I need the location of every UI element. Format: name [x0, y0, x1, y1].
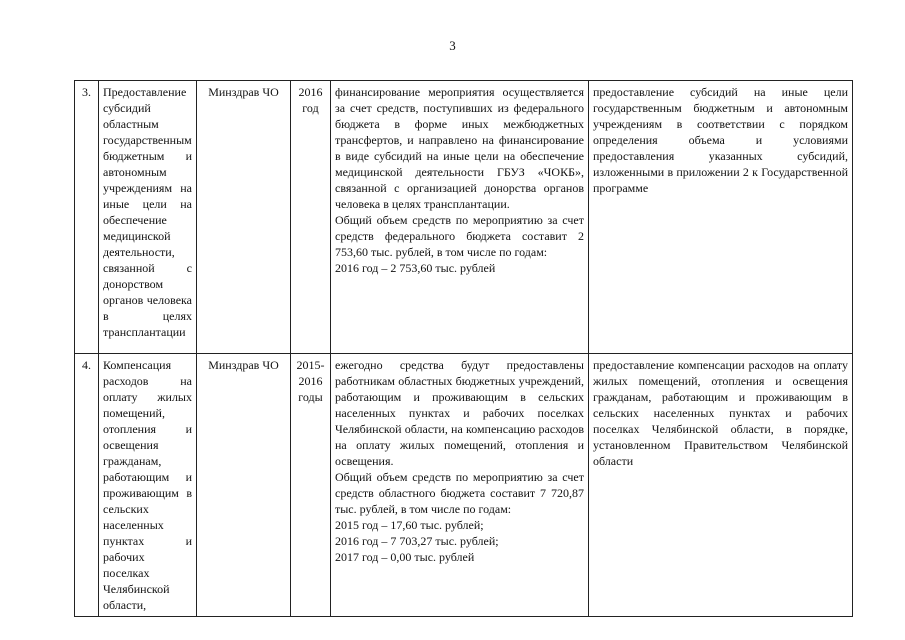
row-number: 3. — [75, 81, 99, 354]
measure-name: Компенсация расходов на оплату жилых помещений, отопления и освещения гражданам, работающим и проживающим в сельских населенных пунктах и рабочих поселках Челябинской области, — [99, 354, 197, 617]
financing-paragraph: 2017 год – 0,00 тыс. рублей — [335, 550, 475, 564]
mechanism-description: предоставление компенсации расходов на оплату жилых помещений, отопления и освещения гражданам, работающим и проживающим в сельских населенных пунктах и рабочих поселках Челябинской области, в порядке, установленном Правительством Челябинской области — [589, 354, 853, 617]
measures-table — [74, 80, 853, 617]
financing-paragraph: 2016 год – 7 703,27 тыс. рублей; — [335, 534, 499, 548]
measure-name: Предоставление субсидий областным государственным бюджетным и автономным учреждениям на иные цели на обеспечение медицинской деятельности, связанной с донорством органов человека в целях трансплантации — [99, 81, 197, 354]
financing-description — [331, 354, 589, 617]
financing-description — [331, 81, 589, 354]
financing-paragraph: Общий объем средств по мероприятию за счет средств областного бюджета составит 7 720,87 тыс. рублей, в том числе по годам: — [335, 470, 584, 516]
period: 2016 год — [291, 81, 331, 354]
financing-paragraph: Общий объем средств по мероприятию за счет средств федерального бюджета составит 2 753,60 тыс. рублей, в том числе по годам: — [335, 213, 584, 259]
row-number: 4. — [75, 354, 99, 617]
period: 2015-2016 годы — [291, 354, 331, 617]
table-row — [75, 81, 853, 354]
executor: Минздрав ЧО — [197, 354, 291, 617]
mechanism-description: предоставление субсидий на иные цели государственным бюджетным и автономным учреждениям в соответствии с порядком определения объема и условиями предоставления указанных субсидий, изложенными в приложении 2 к Государственной программе — [589, 81, 853, 354]
table-row — [75, 354, 853, 617]
financing-paragraph: 2015 год – 17,60 тыс. рублей; — [335, 518, 484, 532]
page-number: 3 — [449, 38, 456, 53]
financing-paragraph: финансирование мероприятия осуществляется за счет средств, поступивших из федерального бюджета в форме иных межбюджетных трансфертов, и направлено на финансирование в виде субсидий на иные цели на обеспечение медицинской деятельности ГБУЗ «ЧОКБ», связанной с организацией донорства органов человека в целях трансплантации. — [335, 85, 584, 211]
financing-paragraph: 2016 год – 2 753,60 тыс. рублей — [335, 261, 496, 275]
financing-paragraph: ежегодно средства будут предоставлены работникам областных бюджетных учреждений, работающим и проживающим в сельских населенных пунктах и рабочих поселках Челябинской области, на компенсацию расходов на оплату жилых помещений, отопления и освещения. — [335, 358, 584, 468]
executor: Минздрав ЧО — [197, 81, 291, 354]
